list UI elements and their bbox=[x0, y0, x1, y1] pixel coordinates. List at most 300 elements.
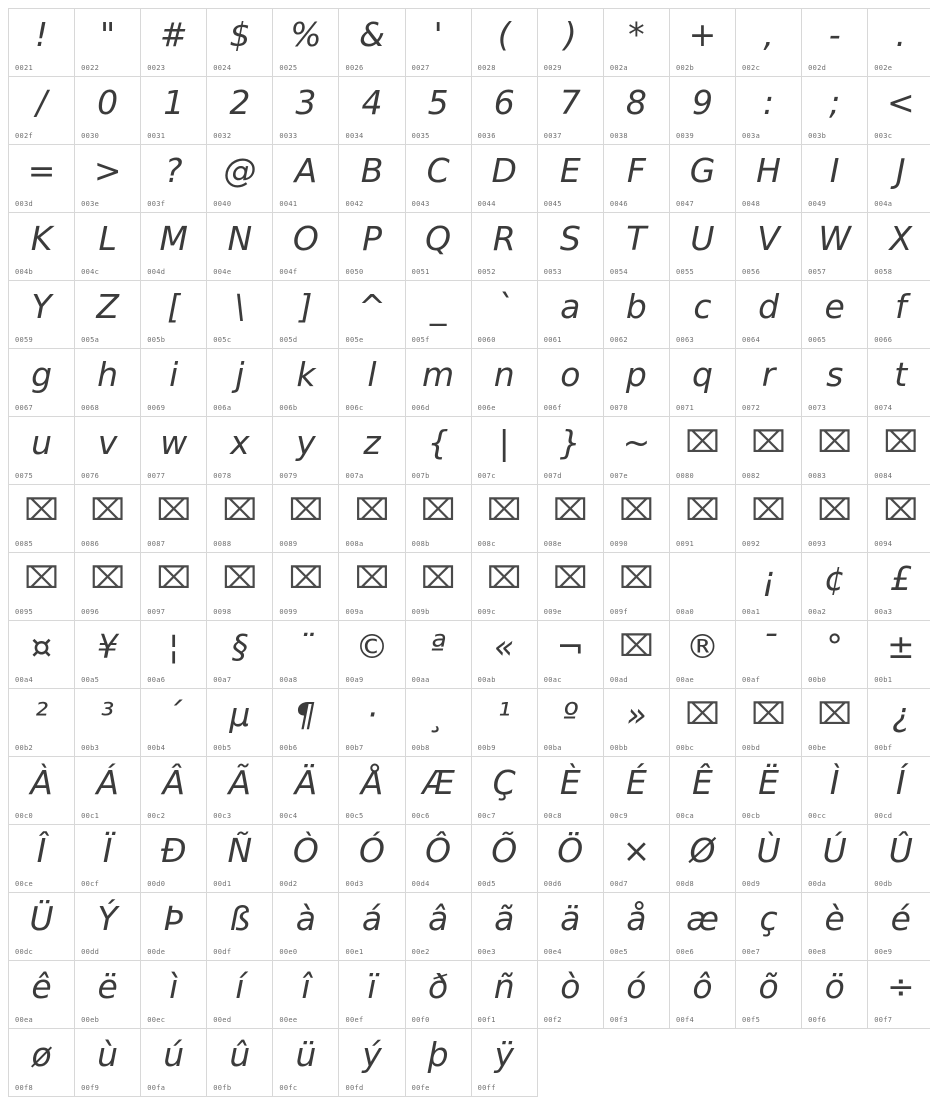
glyph-cell[interactable] bbox=[868, 893, 930, 961]
glyph-cell[interactable] bbox=[75, 757, 141, 825]
glyph-cell[interactable] bbox=[207, 213, 273, 281]
glyph-codepoint: 00af bbox=[742, 676, 760, 684]
glyph-cell[interactable] bbox=[537, 77, 603, 145]
glyph-cell[interactable] bbox=[9, 825, 75, 893]
glyph-cell[interactable] bbox=[736, 349, 802, 417]
glyph-codepoint: 003f bbox=[147, 200, 165, 208]
glyph-cell[interactable] bbox=[471, 1029, 537, 1097]
glyph-character: Ø bbox=[670, 829, 735, 873]
glyph-cell[interactable] bbox=[471, 281, 537, 349]
glyph-cell[interactable] bbox=[273, 349, 339, 417]
glyph-cell[interactable] bbox=[273, 621, 339, 689]
glyph-cell-inner bbox=[802, 621, 867, 688]
glyph-cell[interactable] bbox=[75, 961, 141, 1029]
glyph-cell[interactable] bbox=[141, 213, 207, 281]
glyph-cell[interactable] bbox=[537, 9, 603, 77]
glyph-character: q bbox=[670, 353, 735, 397]
glyph-cell[interactable] bbox=[669, 213, 735, 281]
glyph-cell[interactable] bbox=[537, 893, 603, 961]
glyph-cell[interactable] bbox=[471, 485, 537, 553]
glyph-character: ÷ bbox=[868, 965, 930, 1009]
glyph-cell-inner bbox=[802, 9, 867, 76]
glyph-cell[interactable] bbox=[75, 893, 141, 961]
glyph-cell[interactable] bbox=[603, 893, 669, 961]
glyph-character: a bbox=[538, 285, 603, 329]
glyph-cell[interactable] bbox=[273, 553, 339, 621]
glyph-cell[interactable] bbox=[802, 553, 868, 621]
glyph-cell[interactable] bbox=[405, 281, 471, 349]
glyph-cell[interactable] bbox=[339, 825, 405, 893]
glyph-cell-inner bbox=[802, 485, 867, 552]
glyph-cell[interactable] bbox=[802, 825, 868, 893]
glyph-cell[interactable] bbox=[207, 349, 273, 417]
glyph-cell[interactable] bbox=[537, 825, 603, 893]
glyph-codepoint: 006e bbox=[478, 404, 496, 412]
glyph-cell-inner bbox=[273, 213, 338, 280]
glyph-cell[interactable] bbox=[868, 961, 930, 1029]
glyph-cell[interactable] bbox=[736, 213, 802, 281]
glyph-cell-inner bbox=[141, 1029, 206, 1096]
glyph-cell-inner bbox=[75, 349, 140, 416]
glyph-cell[interactable] bbox=[736, 757, 802, 825]
glyph-cell[interactable] bbox=[603, 689, 669, 757]
glyph-cell-inner bbox=[406, 961, 471, 1028]
glyph-cell[interactable] bbox=[273, 485, 339, 553]
glyph-cell[interactable] bbox=[405, 553, 471, 621]
glyph-cell[interactable] bbox=[141, 349, 207, 417]
glyph-cell-inner bbox=[538, 485, 603, 552]
glyph-cell-inner bbox=[141, 213, 206, 280]
glyph-cell[interactable] bbox=[9, 893, 75, 961]
glyph-cell[interactable] bbox=[273, 281, 339, 349]
glyph-cell[interactable] bbox=[207, 281, 273, 349]
glyph-cell[interactable] bbox=[802, 213, 868, 281]
glyph-cell[interactable] bbox=[141, 417, 207, 485]
glyph-cell[interactable] bbox=[868, 757, 930, 825]
glyph-cell[interactable] bbox=[75, 213, 141, 281]
glyph-character: { bbox=[406, 421, 471, 465]
glyph-cell[interactable] bbox=[471, 77, 537, 145]
glyph-cell[interactable] bbox=[75, 77, 141, 145]
glyph-row bbox=[9, 1029, 930, 1097]
glyph-cell[interactable] bbox=[802, 9, 868, 77]
glyph-cell[interactable] bbox=[339, 893, 405, 961]
glyph-cell[interactable] bbox=[9, 961, 75, 1029]
glyph-cell[interactable] bbox=[75, 689, 141, 757]
glyph-cell[interactable] bbox=[207, 553, 273, 621]
glyph-cell[interactable] bbox=[669, 553, 735, 621]
glyph-cell[interactable] bbox=[736, 825, 802, 893]
glyph-cell[interactable] bbox=[736, 281, 802, 349]
glyph-codepoint: 0087 bbox=[147, 540, 165, 548]
glyph-cell[interactable] bbox=[736, 9, 802, 77]
glyph-cell[interactable] bbox=[207, 77, 273, 145]
notdef-box-icon: ⌧ bbox=[604, 625, 669, 669]
glyph-codepoint: 00f5 bbox=[742, 1016, 760, 1024]
glyph-codepoint: 0033 bbox=[279, 132, 297, 140]
glyph-cell[interactable] bbox=[141, 757, 207, 825]
glyph-cell[interactable] bbox=[141, 961, 207, 1029]
glyph-cell[interactable] bbox=[141, 689, 207, 757]
glyph-cell[interactable] bbox=[141, 281, 207, 349]
glyph-codepoint: 0080 bbox=[676, 472, 694, 480]
glyph-character: É bbox=[604, 761, 669, 805]
glyph-cell[interactable] bbox=[207, 961, 273, 1029]
glyph-cell[interactable] bbox=[207, 689, 273, 757]
glyph-cell-inner bbox=[9, 349, 74, 416]
glyph-cell[interactable] bbox=[537, 349, 603, 417]
glyph-cell[interactable] bbox=[207, 145, 273, 213]
glyph-cell[interactable] bbox=[207, 485, 273, 553]
glyph-cell[interactable] bbox=[868, 77, 930, 145]
glyph-cell[interactable] bbox=[471, 689, 537, 757]
glyph-cell-inner bbox=[75, 757, 140, 824]
glyph-cell[interactable] bbox=[405, 9, 471, 77]
glyph-cell[interactable] bbox=[339, 349, 405, 417]
glyph-cell[interactable] bbox=[273, 961, 339, 1029]
glyph-cell[interactable] bbox=[736, 485, 802, 553]
glyph-cell[interactable] bbox=[603, 825, 669, 893]
glyph-cell[interactable] bbox=[405, 893, 471, 961]
glyph-cell[interactable] bbox=[339, 621, 405, 689]
glyph-cell[interactable] bbox=[802, 485, 868, 553]
glyph-cell-inner bbox=[604, 553, 669, 620]
glyph-cell[interactable] bbox=[471, 349, 537, 417]
glyph-cell[interactable] bbox=[339, 757, 405, 825]
glyph-cell[interactable] bbox=[603, 961, 669, 1029]
glyph-cell[interactable] bbox=[273, 213, 339, 281]
glyph-cell[interactable] bbox=[405, 825, 471, 893]
glyph-cell[interactable] bbox=[537, 281, 603, 349]
glyph-character: â bbox=[406, 897, 471, 941]
glyph-cell-inner bbox=[406, 145, 471, 212]
glyph-cell[interactable] bbox=[669, 417, 735, 485]
glyph-codepoint: 00f6 bbox=[808, 1016, 826, 1024]
glyph-cell[interactable] bbox=[603, 281, 669, 349]
glyph-cell[interactable] bbox=[339, 961, 405, 1029]
notdef-box-icon: ⌧ bbox=[75, 489, 140, 533]
glyph-cell-inner bbox=[339, 9, 404, 76]
glyph-cell[interactable] bbox=[471, 825, 537, 893]
glyph-codepoint: 00c3 bbox=[213, 812, 231, 820]
glyph-cell[interactable] bbox=[868, 213, 930, 281]
glyph-cell[interactable] bbox=[9, 213, 75, 281]
glyph-cell[interactable] bbox=[471, 145, 537, 213]
glyph-cell[interactable] bbox=[868, 621, 930, 689]
glyph-cell[interactable] bbox=[9, 9, 75, 77]
glyph-cell-inner bbox=[406, 213, 471, 280]
glyph-cell[interactable] bbox=[339, 77, 405, 145]
glyph-cell[interactable] bbox=[75, 1029, 141, 1097]
glyph-cell[interactable] bbox=[603, 417, 669, 485]
glyph-cell[interactable] bbox=[736, 689, 802, 757]
glyph-cell[interactable] bbox=[339, 9, 405, 77]
glyph-cell[interactable] bbox=[273, 145, 339, 213]
glyph-cell[interactable] bbox=[669, 689, 735, 757]
glyph-cell[interactable] bbox=[75, 9, 141, 77]
glyph-cell[interactable] bbox=[471, 621, 537, 689]
glyph-codepoint: 00e5 bbox=[610, 948, 628, 956]
glyph-cell[interactable] bbox=[537, 757, 603, 825]
glyph-codepoint: 0086 bbox=[81, 540, 99, 548]
glyph-cell[interactable] bbox=[339, 145, 405, 213]
glyph-cell[interactable] bbox=[9, 1029, 75, 1097]
glyph-character: : bbox=[736, 81, 801, 125]
glyph-cell[interactable] bbox=[9, 281, 75, 349]
glyph-cell[interactable] bbox=[736, 77, 802, 145]
glyph-cell[interactable] bbox=[537, 417, 603, 485]
glyph-cell[interactable] bbox=[802, 281, 868, 349]
glyph-cell[interactable] bbox=[9, 145, 75, 213]
glyph-cell[interactable] bbox=[207, 621, 273, 689]
glyph-cell[interactable] bbox=[669, 621, 735, 689]
glyph-cell[interactable] bbox=[405, 1029, 471, 1097]
glyph-character: 7 bbox=[538, 81, 603, 125]
glyph-cell[interactable] bbox=[405, 213, 471, 281]
glyph-cell[interactable] bbox=[603, 621, 669, 689]
glyph-cell[interactable] bbox=[207, 9, 273, 77]
glyph-cell-inner bbox=[75, 281, 140, 348]
glyph-cell[interactable] bbox=[736, 893, 802, 961]
glyph-cell[interactable] bbox=[669, 9, 735, 77]
glyph-cell[interactable] bbox=[339, 553, 405, 621]
glyph-cell[interactable] bbox=[471, 893, 537, 961]
glyph-cell[interactable] bbox=[339, 281, 405, 349]
glyph-cell[interactable] bbox=[471, 553, 537, 621]
glyph-cell[interactable] bbox=[802, 349, 868, 417]
glyph-cell[interactable] bbox=[603, 145, 669, 213]
glyph-cell[interactable] bbox=[736, 417, 802, 485]
glyph-cell[interactable] bbox=[207, 825, 273, 893]
glyph-character: \ bbox=[207, 285, 272, 329]
glyph-codepoint: 00f1 bbox=[478, 1016, 496, 1024]
glyph-cell[interactable] bbox=[405, 757, 471, 825]
glyph-codepoint: 0096 bbox=[81, 608, 99, 616]
glyph-cell[interactable] bbox=[339, 485, 405, 553]
glyph-cell[interactable] bbox=[405, 145, 471, 213]
glyph-cell[interactable] bbox=[405, 349, 471, 417]
glyph-codepoint: 0059 bbox=[15, 336, 33, 344]
glyph-cell[interactable] bbox=[669, 145, 735, 213]
glyph-cell[interactable] bbox=[75, 349, 141, 417]
glyph-cell[interactable] bbox=[141, 77, 207, 145]
glyph-cell[interactable] bbox=[802, 417, 868, 485]
glyph-cell[interactable] bbox=[141, 145, 207, 213]
glyph-cell[interactable] bbox=[669, 77, 735, 145]
glyph-cell[interactable] bbox=[603, 349, 669, 417]
glyph-codepoint: 00d6 bbox=[544, 880, 562, 888]
glyph-codepoint: 003e bbox=[81, 200, 99, 208]
glyph-cell[interactable] bbox=[736, 553, 802, 621]
glyph-cell[interactable] bbox=[868, 9, 930, 77]
glyph-cell[interactable] bbox=[339, 689, 405, 757]
glyph-cell[interactable] bbox=[868, 417, 930, 485]
glyph-codepoint: 0089 bbox=[279, 540, 297, 548]
glyph-cell[interactable] bbox=[802, 145, 868, 213]
glyph-cell-inner bbox=[9, 553, 74, 620]
glyph-cell[interactable] bbox=[405, 621, 471, 689]
glyph-cell[interactable] bbox=[405, 77, 471, 145]
glyph-cell-inner bbox=[670, 757, 735, 824]
glyph-cell-inner bbox=[736, 281, 801, 348]
glyph-cell[interactable] bbox=[75, 553, 141, 621]
glyph-cell[interactable] bbox=[273, 893, 339, 961]
notdef-box-icon: ⌧ bbox=[736, 421, 801, 465]
glyph-codepoint: 00a2 bbox=[808, 608, 826, 616]
glyph-cell[interactable] bbox=[537, 485, 603, 553]
glyph-cell[interactable] bbox=[802, 689, 868, 757]
glyph-cell[interactable] bbox=[802, 893, 868, 961]
glyph-character: w bbox=[141, 421, 206, 465]
glyph-cell[interactable] bbox=[669, 757, 735, 825]
glyph-cell-inner bbox=[75, 213, 140, 280]
glyph-cell[interactable] bbox=[868, 349, 930, 417]
glyph-cell[interactable] bbox=[802, 961, 868, 1029]
glyph-cell[interactable] bbox=[603, 553, 669, 621]
glyph-cell[interactable] bbox=[669, 893, 735, 961]
glyph-codepoint: 00ed bbox=[213, 1016, 231, 1024]
glyph-cell-inner bbox=[9, 757, 74, 824]
glyph-cell-inner bbox=[604, 281, 669, 348]
glyph-cell[interactable] bbox=[273, 757, 339, 825]
glyph-cell[interactable] bbox=[405, 961, 471, 1029]
glyph-cell[interactable] bbox=[9, 757, 75, 825]
glyph-cell[interactable] bbox=[868, 281, 930, 349]
glyph-cell[interactable] bbox=[603, 213, 669, 281]
glyph-cell[interactable] bbox=[736, 961, 802, 1029]
glyph-cell[interactable] bbox=[207, 893, 273, 961]
glyph-cell[interactable] bbox=[537, 621, 603, 689]
glyph-cell[interactable] bbox=[537, 145, 603, 213]
glyph-cell[interactable] bbox=[9, 417, 75, 485]
glyph-cell[interactable] bbox=[603, 757, 669, 825]
glyph-cell[interactable] bbox=[868, 689, 930, 757]
glyph-cell[interactable] bbox=[471, 961, 537, 1029]
glyph-character: Ý bbox=[75, 897, 140, 941]
glyph-cell[interactable] bbox=[802, 621, 868, 689]
glyph-cell[interactable] bbox=[141, 893, 207, 961]
glyph-cell-inner bbox=[538, 825, 603, 892]
glyph-cell-inner bbox=[273, 757, 338, 824]
glyph-codepoint: 003a bbox=[742, 132, 760, 140]
glyph-cell[interactable] bbox=[273, 689, 339, 757]
glyph-cell[interactable] bbox=[339, 417, 405, 485]
glyph-cell[interactable] bbox=[9, 621, 75, 689]
glyph-cell[interactable] bbox=[339, 1029, 405, 1097]
glyph-cell[interactable] bbox=[802, 757, 868, 825]
glyph-cell[interactable] bbox=[669, 961, 735, 1029]
glyph-codepoint: 00ca bbox=[676, 812, 694, 820]
glyph-cell-inner bbox=[472, 77, 537, 144]
glyph-cell[interactable] bbox=[207, 1029, 273, 1097]
glyph-character: ¤ bbox=[9, 625, 74, 669]
glyph-cell[interactable] bbox=[868, 485, 930, 553]
empty-cell bbox=[868, 1029, 930, 1097]
glyph-cell[interactable] bbox=[603, 485, 669, 553]
glyph-cell[interactable] bbox=[802, 77, 868, 145]
glyph-cell[interactable] bbox=[471, 213, 537, 281]
glyph-codepoint: 0067 bbox=[15, 404, 33, 412]
glyph-cell[interactable] bbox=[273, 77, 339, 145]
glyph-cell-inner bbox=[802, 281, 867, 348]
glyph-cell[interactable] bbox=[405, 689, 471, 757]
glyph-cell[interactable] bbox=[669, 485, 735, 553]
glyph-cell[interactable] bbox=[9, 689, 75, 757]
glyph-cell[interactable] bbox=[537, 213, 603, 281]
glyph-character: ` bbox=[472, 285, 537, 329]
glyph-cell[interactable] bbox=[75, 417, 141, 485]
glyph-cell[interactable] bbox=[9, 553, 75, 621]
glyph-cell[interactable] bbox=[75, 145, 141, 213]
glyph-codepoint: 00f0 bbox=[412, 1016, 430, 1024]
glyph-cell[interactable] bbox=[141, 9, 207, 77]
glyph-cell[interactable] bbox=[207, 757, 273, 825]
glyph-codepoint: 0058 bbox=[874, 268, 892, 276]
glyph-cell-inner bbox=[9, 689, 74, 756]
glyph-cell[interactable] bbox=[669, 349, 735, 417]
glyph-codepoint: 0077 bbox=[147, 472, 165, 480]
glyph-cell[interactable] bbox=[669, 281, 735, 349]
glyph-cell[interactable] bbox=[207, 417, 273, 485]
glyph-cell[interactable] bbox=[669, 825, 735, 893]
glyph-cell[interactable] bbox=[75, 281, 141, 349]
glyph-cell[interactable] bbox=[471, 417, 537, 485]
glyph-codepoint: 00e2 bbox=[412, 948, 430, 956]
glyph-cell[interactable] bbox=[141, 553, 207, 621]
glyph-cell-inner bbox=[339, 281, 404, 348]
glyph-cell[interactable] bbox=[405, 485, 471, 553]
glyph-cell[interactable] bbox=[339, 213, 405, 281]
glyph-cell[interactable] bbox=[273, 9, 339, 77]
glyph-character: f bbox=[868, 285, 930, 329]
glyph-cell[interactable] bbox=[736, 621, 802, 689]
glyph-character: ¹ bbox=[472, 693, 537, 737]
glyph-cell[interactable] bbox=[736, 145, 802, 213]
glyph-cell[interactable] bbox=[141, 485, 207, 553]
glyph-cell[interactable] bbox=[141, 621, 207, 689]
glyph-cell[interactable] bbox=[868, 553, 930, 621]
glyph-cell[interactable] bbox=[75, 825, 141, 893]
glyph-cell[interactable] bbox=[9, 77, 75, 145]
glyph-cell[interactable] bbox=[75, 485, 141, 553]
glyph-codepoint: 004a bbox=[874, 200, 892, 208]
glyph-cell[interactable] bbox=[273, 417, 339, 485]
glyph-cell[interactable] bbox=[603, 77, 669, 145]
glyph-cell[interactable] bbox=[273, 1029, 339, 1097]
glyph-character: M bbox=[141, 217, 206, 261]
glyph-cell[interactable] bbox=[141, 825, 207, 893]
glyph-cell[interactable] bbox=[471, 9, 537, 77]
glyph-cell[interactable] bbox=[868, 825, 930, 893]
glyph-cell-inner bbox=[538, 281, 603, 348]
glyph-cell[interactable] bbox=[471, 757, 537, 825]
glyph-cell[interactable] bbox=[537, 553, 603, 621]
glyph-cell[interactable] bbox=[868, 145, 930, 213]
glyph-cell-inner bbox=[9, 621, 74, 688]
glyph-cell[interactable] bbox=[603, 9, 669, 77]
glyph-cell-inner bbox=[670, 961, 735, 1028]
glyph-cell-inner bbox=[868, 281, 930, 348]
glyph-cell[interactable] bbox=[405, 417, 471, 485]
glyph-cell[interactable] bbox=[75, 621, 141, 689]
glyph-cell[interactable] bbox=[9, 485, 75, 553]
glyph-cell[interactable] bbox=[273, 825, 339, 893]
glyph-cell[interactable] bbox=[141, 1029, 207, 1097]
glyph-cell[interactable] bbox=[9, 349, 75, 417]
glyph-cell[interactable] bbox=[537, 961, 603, 1029]
glyph-cell[interactable] bbox=[537, 689, 603, 757]
glyph-character: ¦ bbox=[141, 625, 206, 669]
